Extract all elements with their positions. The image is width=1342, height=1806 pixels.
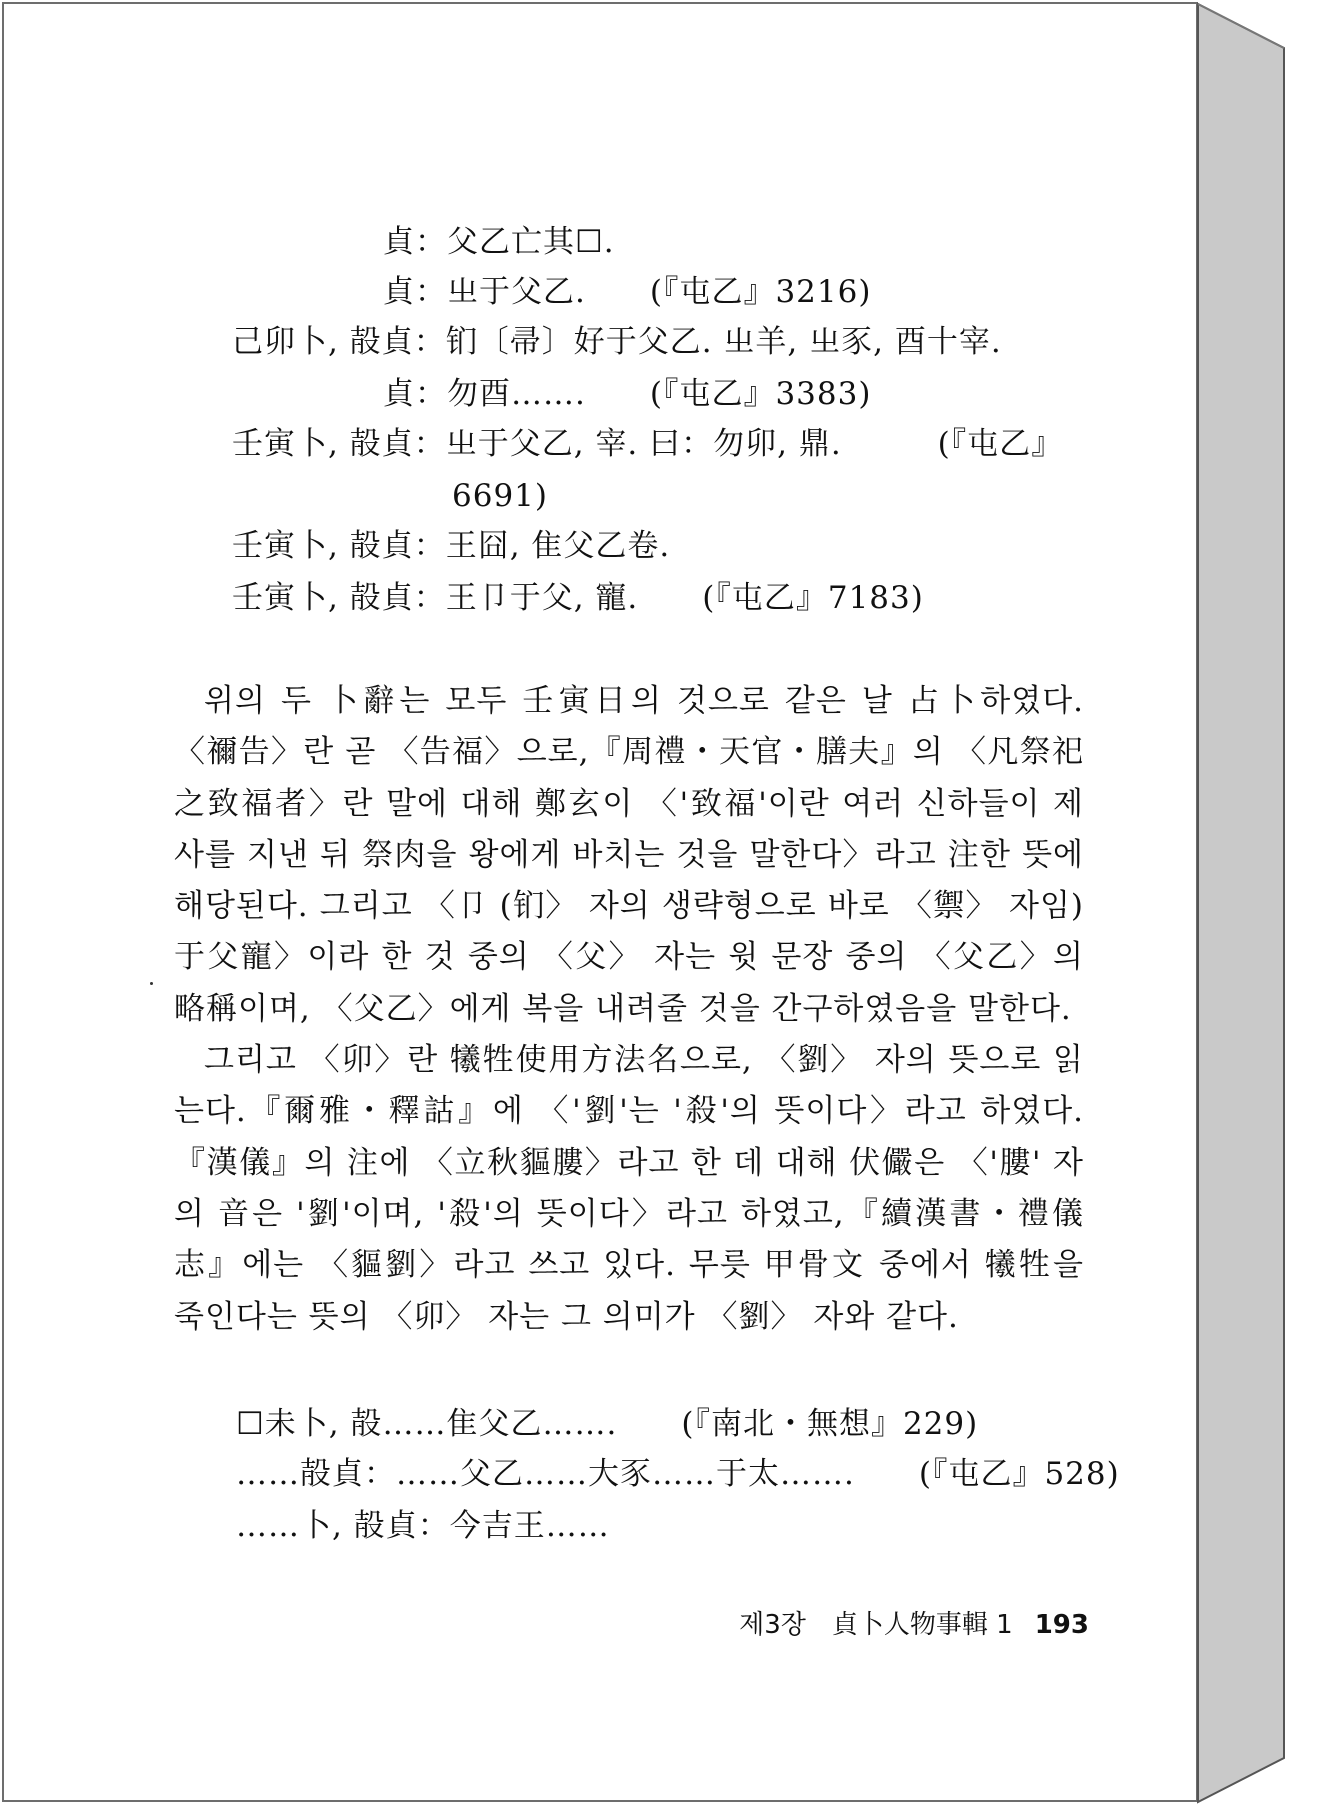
oracle-line-11: ……卜, 㱿貞：今吉王…… [236,1508,610,1544]
oracle-line-8: 壬寅卜, 㱿貞：王卩于父, 寵. (『屯乙』7183) [232,580,924,616]
chapter-title: 제3장 貞卜人物事輯 1 [739,1610,1013,1640]
body-text [174,676,1084,1343]
oracle-line-3: 己卯卜, 㱿貞：钔〔帚〕好于父乙. 㞢羊, 㞢豕, 酉十宰. [232,324,1002,360]
speck [150,982,153,985]
oracle-line-7: 壬寅卜, 㱿貞：王囧, 隹父乙卷. [232,528,671,564]
paragraph-2: 그리고 〈卯〉란 犧牲使用方法名으로, 〈劉〉 자의 뜻으로 읽는다.『爾雅・釋詁』에 〈'劉'는 '殺'의 뜻이다〉라고 하였다.『漢儀』의 注에 〈立秋貙膢〉라고 한 데 대해 伏儼은 〈'膢' 자의 音은 '劉'이며, '殺'의 뜻이다〉라고 하였고,『續漢書・禮儀志』에는 〈貙劉〉라고 쓰고 있다. 무릇 甲骨文 중에서 犧牲을 죽인다는 뜻의 〈卯〉 자는 그 의미가 〈劉〉 자와 같다. [174,1042,1084,1335]
page-number: 193 [1034,1610,1089,1640]
oracle-line-2: 貞：㞢于父乙. (『屯乙』3216) [383,274,872,310]
oracle-line-9: ☐未卜, 㱿……隹父乙……. (『南北・無想』229) [236,1406,979,1442]
oracle-line-6: 6691) [452,478,548,514]
oracle-line-4: 貞：勿酉……. (『屯乙』3383) [383,376,872,412]
oracle-line-5: 壬寅卜, 㱿貞：㞢于父乙, 宰. 曰：勿卯, 鼎. (『屯乙』 [232,426,1064,462]
page-footer [739,1604,1089,1641]
oracle-line-1: 貞：父乙亡其☐. [383,224,615,260]
paragraph-1: 위의 두 卜辭는 모두 壬寅日의 것으로 같은 날 占卜하였다. 〈禰告〉란 곧 〈告福〉으로,『周禮・天官・膳夫』의 〈凡祭祀之致福者〉란 말에 대해 鄭玄이 〈'致福'이란 여러 신하들이 제사를 지낸 뒤 祭肉을 왕에게 바치는 것을 말한다〉라고 注한 뜻에 해당된다. 그리고 〈卩 (钔〉 자의 생략형으로 바로 〈禦〉 자임)于父寵〉이라 한 것 중의 〈父〉 자는 윗 문장 중의 〈父乙〉의 略稱이며, 〈父乙〉에게 복을 내려줄 것을 간구하였음을 말한다. [174,683,1084,1027]
oracle-line-10: ……㱿貞：……父乙……大豕……于太……. (『屯乙』528) [236,1456,1120,1492]
